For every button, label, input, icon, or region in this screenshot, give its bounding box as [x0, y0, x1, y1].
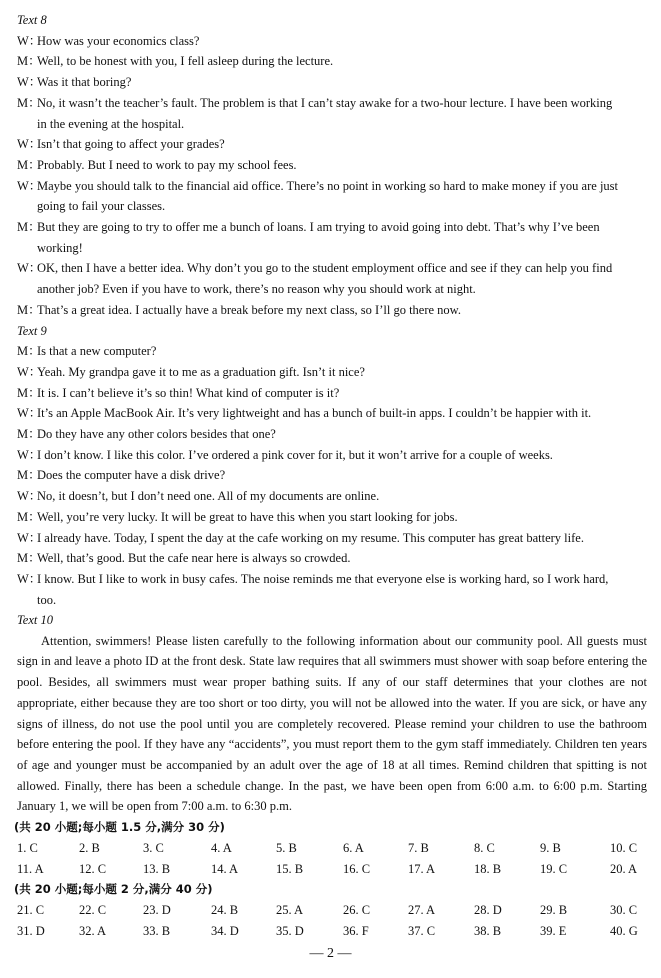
dialogue-line — [17, 465, 647, 486]
speaker-label: M： — [17, 509, 41, 524]
speaker-label: W： — [17, 33, 42, 48]
answer-item: 1. C — [17, 841, 38, 855]
section-heading-text8: Text 8 — [17, 13, 47, 27]
dialogue-line — [17, 548, 647, 569]
answer-item: 27. A — [408, 903, 436, 917]
answer-item: 18. B — [474, 861, 502, 876]
answer-item: 13. B — [143, 861, 171, 876]
answer-item: 19. C — [540, 861, 568, 876]
speaker-label: W： — [17, 364, 42, 379]
speaker-label: W： — [17, 447, 42, 462]
answer-item: 40. G — [610, 923, 638, 938]
answer-item: 21. C — [17, 903, 45, 917]
dialogue-text: Yeah. My grandpa gave it to me as a graduation gift. Isn’t it nice? — [37, 364, 365, 379]
answer-item: 32. A — [79, 923, 107, 938]
dialogue-line — [17, 383, 647, 404]
answer-item: 7. B — [408, 841, 429, 855]
dialogue-line — [17, 486, 647, 507]
dialogue-line — [17, 51, 647, 72]
answer-item: 31. D — [17, 923, 45, 938]
answer-item: 2. B — [79, 841, 100, 855]
answer-item: 34. D — [211, 923, 239, 938]
answer-item: 20. A — [610, 861, 638, 876]
dialogue-text: Does the computer have a disk drive? — [37, 468, 226, 483]
speaker-label: W： — [17, 261, 42, 276]
answer-item: 29. B — [540, 903, 568, 917]
dialogue-line — [17, 403, 647, 424]
dialogue-text: Do they have any other colors besides that one? — [37, 427, 276, 441]
answer-item: 30. C — [610, 903, 638, 917]
speaker-label: W： — [17, 489, 42, 504]
answer-item: 4. A — [211, 841, 232, 855]
answer-item: 15. B — [276, 861, 304, 876]
dialogue-line: working! — [37, 240, 83, 255]
part1-header: (共 20 小题;每小题 1.5 分,满分 30 分) — [14, 820, 225, 834]
dialogue-text: I already have. Today, I spent the day at the cafe working on my resume. This computer has great battery life. — [37, 530, 584, 545]
answer-item: 33. B — [143, 923, 171, 938]
dialogue-text: That’s a great idea. I actually have a break before my next class, so I’ll go there now. — [37, 302, 462, 317]
dialogue-line — [17, 93, 647, 114]
dialogue-line — [17, 362, 647, 383]
speaker-label: W： — [17, 75, 42, 90]
dialogue-text: No, it wasn’t the teacher’s fault. The problem is that I can’t stay awake for a two-hour lecture. I have been working — [37, 95, 613, 110]
page-number: — 2 — — [309, 946, 352, 961]
answer-item: 3. C — [143, 841, 164, 855]
section-heading-text9: Text 9 — [17, 323, 47, 338]
answer-item: 36. F — [343, 923, 369, 938]
answer-item: 10. C — [610, 841, 638, 855]
answer-item: 17. A — [408, 861, 436, 876]
dialogue-line: another job? Even if you have to work, there’s no reason why you should work at night. — [37, 282, 476, 297]
dialogue-line — [17, 155, 647, 176]
speaker-label: W： — [17, 530, 42, 545]
answer-item: 24. B — [211, 903, 239, 917]
answer-item: 38. B — [474, 923, 502, 938]
speaker-label: M： — [17, 220, 41, 234]
speaker-label: M： — [17, 157, 41, 172]
dialogue-text: It is. I can’t believe it’s so thin! What kind of computer is it? — [37, 385, 340, 400]
dialogue-text: Isn’t that going to affect your grades? — [37, 137, 225, 152]
dialogue-line — [17, 176, 647, 197]
answer-item: 6. A — [343, 841, 364, 855]
speaker-label: M： — [17, 427, 41, 441]
dialogue-text: Well, to be honest with you, I fell asleep during the lecture. — [37, 54, 334, 69]
answer-item: 22. C — [79, 903, 107, 917]
answer-item: 35. D — [276, 923, 304, 938]
dialogue-text: Was it that boring? — [37, 75, 132, 90]
dialogue-line — [17, 569, 647, 590]
dialogue-line: too. — [37, 592, 57, 607]
answer-item: 26. C — [343, 903, 371, 917]
dialogue-line — [17, 300, 647, 321]
text10-passage — [17, 631, 647, 817]
section-heading-text10: Text 10 — [17, 613, 53, 627]
speaker-label: M： — [17, 302, 41, 317]
speaker-label: M： — [17, 344, 41, 359]
dialogue-text: It’s an Apple MacBook Air. It’s very lightweight and has a bunch of built-in apps. I couldn’t be happier with it. — [37, 406, 592, 421]
speaker-label: W： — [17, 137, 42, 152]
dialogue-line — [17, 528, 647, 549]
answer-item: 14. A — [211, 861, 239, 876]
text10-paragraph: Attention, swimmers! Please listen carefully to the following information about our community pool. All guests must sign in and leave a photo ID at the front desk. State law requires that all swimmers must shower with soap before entering the pool. Besides, all swimmers must wear proper bathing suits. If any of our staff determines that your clothes are not appropriate, either because they are too short or too dirty, you will not be allowed into the water. If you are sick, or have any signs of illness, do not use the pool until you are completely recovered. Please remind your children to use the bathroom before entering the pool. If they have any “accidents”, you must report them to the gym staff immediately. Children ten years of age and younger must be accompanied by an adult over the age of 18 at all times. Remind children that spitting is not allowed. Finally, there has been a schedule change. In the past, we have been open from 6:00 a.m. to 6:00 p.m. Starting January 1, we will be open from 7:00 a.m. to 6:30 p.m. — [17, 633, 647, 814]
dialogue-text: Well, that’s good. But the cafe near here is always so crowded. — [37, 551, 351, 566]
dialogue-line — [17, 72, 647, 93]
speaker-label: W： — [17, 406, 42, 421]
speaker-label: W： — [17, 571, 42, 586]
answer-item: 11. A — [17, 861, 44, 876]
dialogue-line — [17, 134, 647, 155]
dialogue-text: Well, you’re very lucky. It will be great to have this when you start looking for jobs. — [37, 509, 458, 524]
dialogue-line — [17, 31, 647, 52]
answer-item: 5. B — [276, 841, 297, 855]
dialogue-line — [17, 424, 647, 445]
speaker-label: M： — [17, 95, 41, 110]
dialogue-text: How was your economics class? — [37, 33, 200, 48]
dialogue-text: Probably. But I need to work to pay my school fees. — [37, 157, 297, 172]
answer-item: 39. E — [540, 923, 567, 938]
part2-header: (共 20 小题;每小题 2 分,满分 40 分) — [14, 882, 213, 896]
dialogue-text: I don’t know. I like this color. I’ve ordered a pink cover for it, but it won’t arrive for a couple of weeks. — [37, 447, 553, 462]
speaker-label: M： — [17, 54, 41, 69]
dialogue-line: in the evening at the hospital. — [37, 116, 185, 131]
dialogue-text: But they are going to try to offer me a bunch of loans. I am trying to avoid going into debt. That’s why I’ve been — [37, 220, 600, 234]
dialogue-text: No, it doesn’t, but I don’t need one. All of my documents are online. — [37, 489, 380, 504]
dialogue-line: going to fail your classes. — [37, 199, 166, 214]
speaker-label: W： — [17, 178, 42, 193]
dialogue-line — [17, 217, 647, 238]
dialogue-line — [17, 507, 647, 528]
answer-item: 37. C — [408, 923, 436, 938]
speaker-label: M： — [17, 551, 41, 566]
dialogue-line — [17, 445, 647, 466]
answer-item: 8. C — [474, 841, 495, 855]
answer-item: 16. C — [343, 861, 371, 876]
dialogue-text: I know. But I like to work in busy cafes. The noise reminds me that everyone else is working hard, so I work hard, — [37, 571, 609, 586]
dialogue-text: OK, then I have a better idea. Why don’t you go to the student employment office and see if they can help you find — [37, 261, 613, 276]
dialogue-text: Maybe you should talk to the financial aid office. There’s no point in working so hard to make money if you are just — [37, 178, 619, 193]
dialogue-line — [17, 341, 647, 362]
dialogue-line — [17, 258, 647, 279]
speaker-label: M： — [17, 468, 41, 483]
dialogue-text: Is that a new computer? — [37, 344, 157, 359]
answer-item: 9. B — [540, 841, 561, 855]
answer-item: 12. C — [79, 861, 107, 876]
answer-item: 28. D — [474, 903, 502, 917]
speaker-label: M： — [17, 385, 41, 400]
answer-item: 23. D — [143, 903, 171, 917]
answer-item: 25. A — [276, 903, 304, 917]
